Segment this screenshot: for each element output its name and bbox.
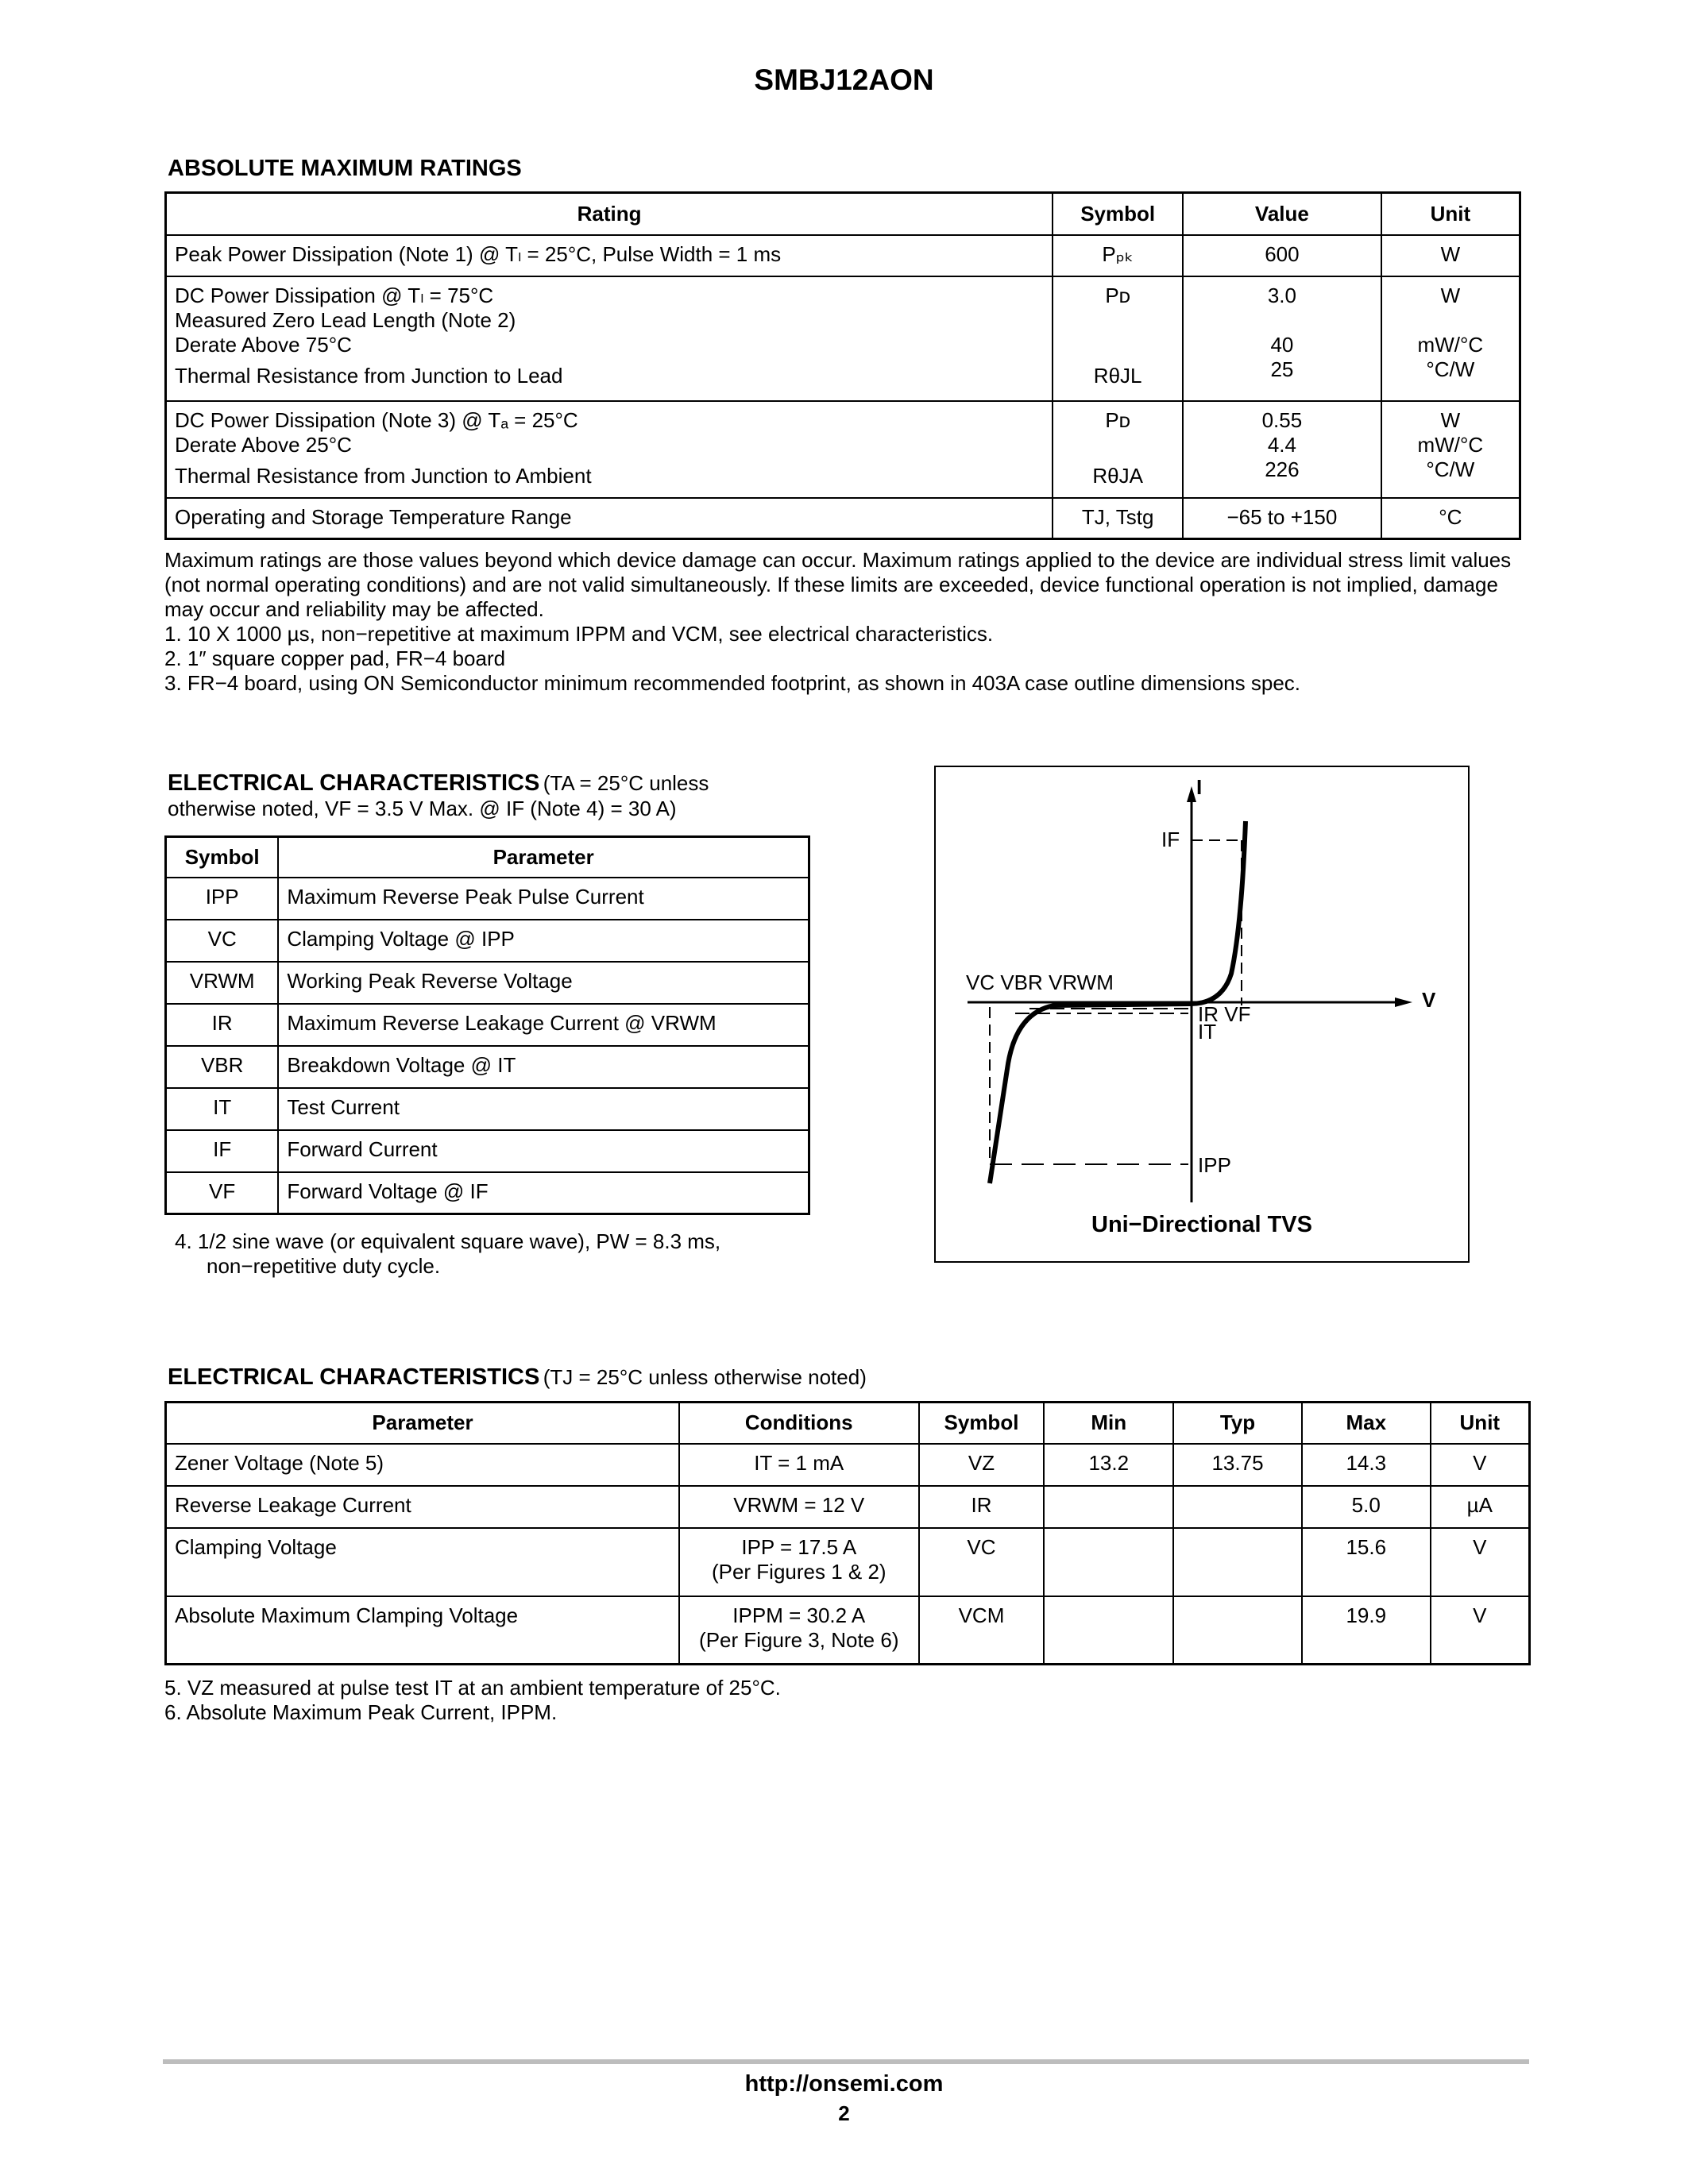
amr-header-rating: Rating <box>166 193 1053 235</box>
table-row <box>166 1596 1530 1665</box>
amr-value: 25 <box>1270 357 1294 381</box>
ec1-heading-block <box>168 770 883 821</box>
ec2-header-symbol: Symbol <box>919 1403 1045 1444</box>
table-row <box>166 920 809 962</box>
amr-heading: ABSOLUTE MAXIMUM RATINGS <box>168 156 522 181</box>
amr-notes <box>164 548 1531 696</box>
amr-rating: Measured Zero Lead Length (Note 2) <box>175 307 516 332</box>
table-row <box>166 1444 1530 1486</box>
ec2-conditions: VRWM = 12 V <box>679 1486 919 1528</box>
ec1-note4-line1: 4. 1/2 sine wave (or equivalent square wave), PW = 8.3 ms, <box>175 1229 721 1253</box>
amr-rating: Thermal Resistance from Junction to Lead <box>175 363 563 388</box>
ec2-typ: 13.75 <box>1173 1444 1302 1486</box>
ec2-conditions: IPP = 17.5 A <box>741 1534 857 1559</box>
ec2-header-max: Max <box>1302 1403 1431 1444</box>
ec2-conditions: (Per Figures 1 & 2) <box>711 1559 886 1584</box>
amr-symbol: Pᴅ <box>1105 283 1130 307</box>
table-row <box>166 1004 809 1046</box>
ec2-conditions: IPPM = 30.2 A <box>732 1603 866 1627</box>
ec1-parameter: Maximum Reverse Leakage Current @ VRWM <box>278 1004 809 1046</box>
amr-note: 3. FR−4 board, using ON Semiconductor minimum recommended footprint, as shown in 403A case outline dimensions spec. <box>164 671 1300 695</box>
ec1-symbol: VRWM <box>166 962 279 1004</box>
ec1-heading: ELECTRICAL CHARACTERISTICS <box>168 770 540 796</box>
amr-value: 0.55 <box>1261 407 1303 432</box>
table-row <box>166 878 809 920</box>
ec1-note4-line2: non−repetitive duty cycle. <box>207 1254 441 1278</box>
ec2-typ <box>1173 1486 1302 1528</box>
ec1-symbol: VC <box>166 920 279 962</box>
amr-note: 1. 10 X 1000 µs, non−repetitive at maximum IPPM and VCM, see electrical characteristics. <box>164 622 994 646</box>
ec1-parameter: Forward Current <box>278 1130 809 1172</box>
amr-header-unit: Unit <box>1381 193 1520 235</box>
amr-table <box>164 191 1521 540</box>
footer-rule <box>163 2059 1529 2064</box>
ec1-symbol: IT <box>166 1088 279 1130</box>
ec2-subline: (TJ = 25°C unless otherwise noted) <box>543 1365 867 1389</box>
ec2-min <box>1044 1486 1173 1528</box>
ec2-max: 14.3 <box>1302 1444 1431 1486</box>
amr-row <box>166 498 1520 539</box>
amr-note: 2. 1″ square copper pad, FR−4 board <box>164 646 506 670</box>
amr-value: 600 <box>1265 241 1300 266</box>
amr-row <box>166 235 1520 276</box>
ec1-parameter: Clamping Voltage @ IPP <box>278 920 809 962</box>
ec1-subline2: otherwise noted, VF = 3.5 V Max. @ IF (Note 4) = 30 A) <box>168 797 677 820</box>
it-label: IT <box>1198 1020 1217 1044</box>
ec2-heading: ELECTRICAL CHARACTERISTICS <box>168 1364 540 1390</box>
amr-unit: mW/°C <box>1417 432 1484 457</box>
axis-i-label: I <box>1196 775 1203 799</box>
ec2-max: 15.6 <box>1302 1528 1431 1596</box>
ec2-symbol: VC <box>919 1528 1045 1596</box>
ec2-parameter: Reverse Leakage Current <box>166 1486 679 1528</box>
ec2-min <box>1044 1528 1173 1596</box>
ec1-subline1: (TA = 25°C unless <box>543 771 709 795</box>
ec2-max: 5.0 <box>1302 1486 1431 1528</box>
amr-unit: W <box>1440 407 1461 432</box>
ec2-symbol: IR <box>919 1486 1045 1528</box>
table-row <box>166 1130 809 1172</box>
amr-symbol: RθJL <box>1093 363 1142 388</box>
amr-unit: W <box>1440 283 1461 307</box>
amr-rating: DC Power Dissipation @ Tₗ = 75°C <box>175 283 494 307</box>
ec2-header-typ: Typ <box>1173 1403 1302 1444</box>
ec2-header-parameter: Parameter <box>166 1403 679 1444</box>
ec2-notes <box>164 1676 1531 1725</box>
ec1-note4 <box>175 1229 810 1279</box>
amr-unit: mW/°C <box>1417 332 1484 357</box>
ec2-max: 19.9 <box>1302 1596 1431 1665</box>
axis-v-label: V <box>1422 988 1436 1012</box>
ec2-conditions: IT = 1 mA <box>679 1444 919 1486</box>
amr-symbol: Pᴅ <box>1105 407 1130 432</box>
amr-rating: Derate Above 25°C <box>175 432 352 457</box>
ec2-note: 5. VZ measured at pulse test IT at an ambient temperature of 25°C. <box>164 1676 781 1700</box>
amr-unit: °C/W <box>1426 457 1475 481</box>
footer-url-link[interactable]: http://onsemi.com <box>744 2071 944 2097</box>
ec1-header-symbol: Symbol <box>166 837 279 878</box>
ec2-unit: V <box>1431 1528 1530 1596</box>
ec2-header-unit: Unit <box>1431 1403 1530 1444</box>
amr-header-value: Value <box>1183 193 1381 235</box>
ec2-symbol: VCM <box>919 1596 1045 1665</box>
amr-value: 3.0 <box>1267 283 1296 307</box>
page-title: SMBJ12AON <box>754 64 934 96</box>
amr-value: −65 to +150 <box>1226 504 1338 529</box>
ec1-parameter: Test Current <box>278 1088 809 1130</box>
ec1-symbol: IPP <box>166 878 279 920</box>
ec2-header-min: Min <box>1044 1403 1173 1444</box>
ec1-symbol: VBR <box>166 1046 279 1088</box>
amr-symbol: RθJA <box>1092 463 1143 488</box>
ec2-min: 13.2 <box>1044 1444 1173 1486</box>
tvs-diagram <box>934 766 1470 1263</box>
amr-rating: Derate Above 75°C <box>175 332 352 357</box>
amr-row <box>166 401 1520 498</box>
i-axis-arrow <box>1187 786 1196 802</box>
amr-rating: Thermal Resistance from Junction to Ambient <box>175 463 592 488</box>
ec2-header-conditions: Conditions <box>679 1403 919 1444</box>
amr-symbol: TJ, Tstg <box>1081 504 1154 529</box>
amr-unit: W <box>1440 241 1461 266</box>
amr-header-symbol: Symbol <box>1053 193 1183 235</box>
ec2-min <box>1044 1596 1173 1665</box>
ec1-table <box>164 835 810 1215</box>
amr-rating: DC Power Dissipation (Note 3) @ Tₐ = 25°C <box>175 407 578 432</box>
if-label: IF <box>1161 828 1180 851</box>
table-row <box>166 1528 1530 1596</box>
ec2-conditions: (Per Figure 3, Note 6) <box>699 1627 899 1652</box>
table-row <box>166 1172 809 1214</box>
vc-vbr-vrwm-label: VC VBR VRWM <box>966 970 1114 994</box>
amr-rating: Operating and Storage Temperature Range <box>175 504 572 529</box>
ec2-parameter: Absolute Maximum Clamping Voltage <box>166 1596 679 1665</box>
table-row <box>166 1486 1530 1528</box>
table-row <box>166 1046 809 1088</box>
ec2-unit: V <box>1431 1596 1530 1665</box>
ir-vf-label: IR VF <box>1198 1002 1251 1026</box>
ec2-parameter: Zener Voltage (Note 5) <box>166 1444 679 1486</box>
ec2-heading-block <box>168 1364 867 1391</box>
amr-rating: Peak Power Dissipation (Note 1) @ Tₗ = 25°C, Pulse Width = 1 ms <box>175 241 782 266</box>
ec2-typ <box>1173 1528 1302 1596</box>
amr-row <box>166 276 1520 401</box>
page-number: 2 <box>838 2101 850 2125</box>
ec2-symbol: VZ <box>919 1444 1045 1486</box>
ec2-typ <box>1173 1596 1302 1665</box>
ec2-table <box>164 1401 1531 1665</box>
ec1-parameter: Working Peak Reverse Voltage <box>278 962 809 1004</box>
v-axis-arrow <box>1395 997 1412 1007</box>
ec1-symbol: IF <box>166 1130 279 1172</box>
ec1-symbol: IR <box>166 1004 279 1046</box>
ec2-unit: µA <box>1431 1486 1530 1528</box>
amr-value: 4.4 <box>1267 432 1296 457</box>
table-row <box>166 962 809 1004</box>
ec2-parameter: Clamping Voltage <box>166 1528 679 1596</box>
amr-note: Maximum ratings are those values beyond which device damage can occur. Maximum ratings applied to the device are individual stress limit values (not normal operating conditions) and are not valid simultaneously. If these limits are exceeded, device functional operation is not implied, damage may occur and reliability may be affected. <box>164 548 1512 621</box>
ec1-header-parameter: Parameter <box>278 837 809 878</box>
diagram-caption: Uni−Directional TVS <box>1091 1212 1312 1237</box>
ec1-parameter: Breakdown Voltage @ IT <box>278 1046 809 1088</box>
amr-unit: °C <box>1439 504 1462 529</box>
ec1-parameter: Forward Voltage @ IF <box>278 1172 809 1214</box>
amr-symbol: Pₚₖ <box>1102 241 1134 266</box>
ipp-label: IPP <box>1198 1153 1231 1177</box>
ec2-unit: V <box>1431 1444 1530 1486</box>
ec1-parameter: Maximum Reverse Peak Pulse Current <box>278 878 809 920</box>
ec1-symbol: VF <box>166 1172 279 1214</box>
table-row <box>166 1088 809 1130</box>
amr-value: 226 <box>1265 457 1300 481</box>
ec2-note: 6. Absolute Maximum Peak Current, IPPM. <box>164 1700 558 1724</box>
amr-value: 40 <box>1270 332 1294 357</box>
amr-unit: °C/W <box>1426 357 1475 381</box>
